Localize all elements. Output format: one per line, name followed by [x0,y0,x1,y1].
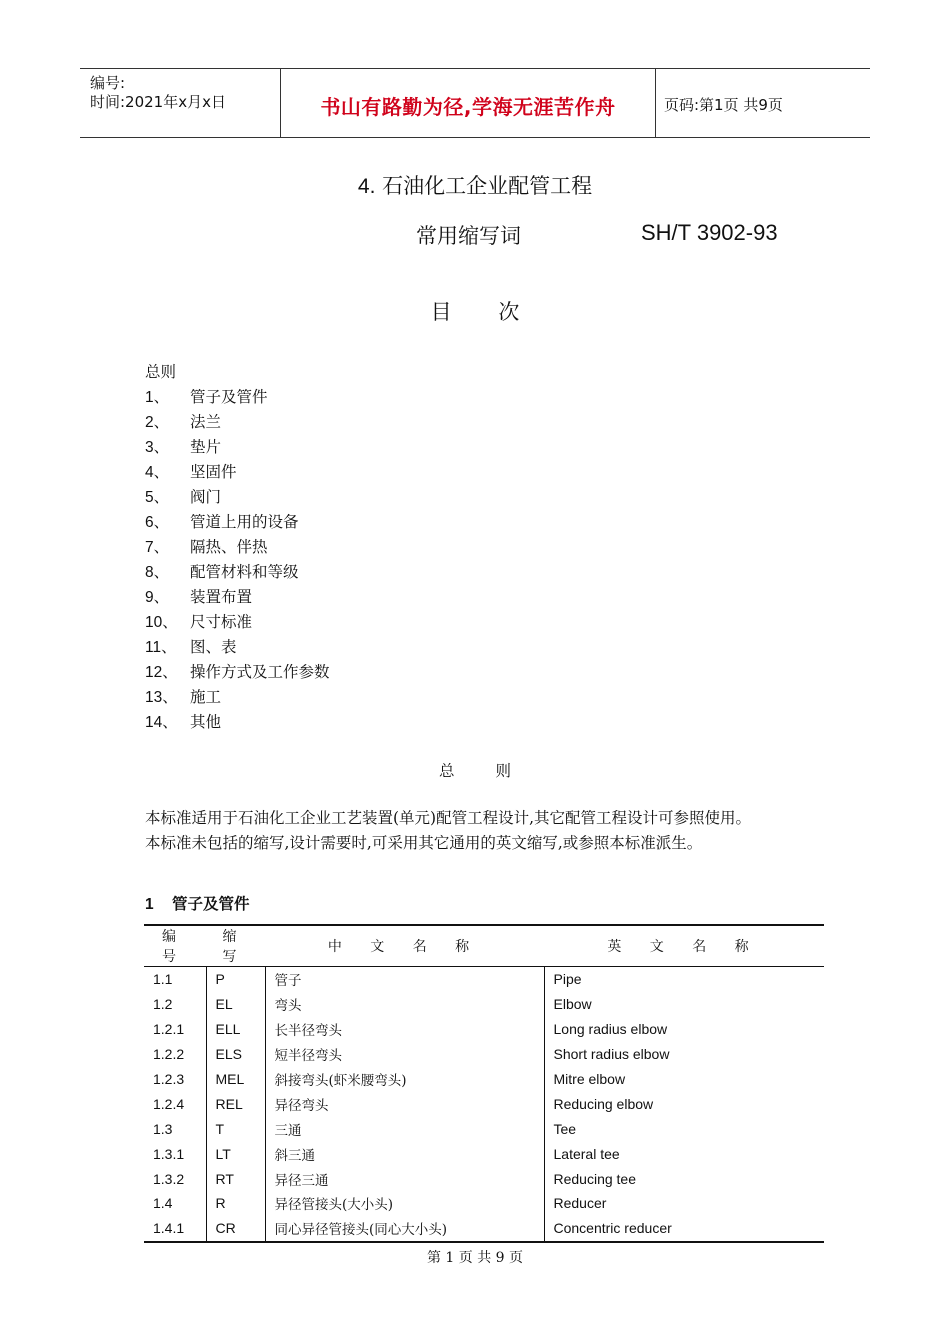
toc-item-label: 配管材料和等级 [190,563,299,581]
general-heading: 总 则 [439,762,529,780]
cell-abbr: REL [206,1091,265,1116]
table-row [144,992,824,1017]
header-abbr: 缩 写 [206,925,265,967]
header-page-cell [655,69,870,137]
document-title [0,170,950,200]
cell-en: Concentric reducer [544,1216,824,1242]
toc-item-number: 2、 [145,414,170,431]
toc-item-label: 管子及管件 [190,388,268,406]
section-1-heading [145,892,250,914]
cell-zh: 弯头 [265,992,544,1017]
table-row [144,1116,824,1141]
toc-item-label: 图、表 [190,638,237,656]
header-slogan: 书山有路勤为径,学海无涯苦作舟 [320,95,616,119]
toc-item-number: 4、 [145,464,170,481]
table-row [144,1017,824,1042]
cell-abbr: RT [206,1166,265,1191]
cell-id: 1.2.3 [153,1071,185,1087]
toc-item-label: 操作方式及工作参数 [190,663,330,681]
page-footer: 第 1 页 共 9 页 [426,1250,524,1266]
cell-en: Tee [544,1116,824,1141]
document-subtitle: 常用缩写词 [416,224,521,248]
toc-item-label: 总则 [145,363,177,381]
page-header [80,68,870,138]
cell-zh: 异径弯头 [265,1091,544,1116]
cell-en: Reducer [544,1191,824,1216]
cell-en: Reducing elbow [544,1091,824,1116]
cell-zh: 同心异径管接头(同心大小头) [265,1216,544,1242]
document-number-label: 编号: [90,74,126,92]
cell-zh: 异径管接头(大小头) [265,1191,544,1216]
general-paragraph-2: 本标准未包括的缩写,设计需要时,可采用其它通用的英文缩写,或参照本标准派生。 [145,834,703,852]
table-row [144,1216,824,1242]
cell-id: 1.1 [153,971,173,988]
toc-item-number: 5、 [145,489,170,506]
table-row [144,1166,824,1191]
toc-item-label: 管道上用的设备 [190,513,299,531]
toc-item-number: 9、 [145,589,170,606]
title-text: 石油化工企业配管工程 [382,174,593,198]
toc-item-number: 3、 [145,439,170,456]
table-row [144,1191,824,1216]
toc-item-number: 7、 [145,539,170,556]
toc-item-label: 阀门 [190,488,222,506]
header-page-info: 页码:第1页 共9页 [664,96,783,114]
general-paragraph-1: 本标准适用于石油化工企业工艺装置(单元)配管工程设计,其它配管工程设计可参照使用。 [145,809,752,827]
cell-id: 1.3.2 [153,1170,185,1187]
toc-item-number: 13、 [145,689,178,706]
cell-en: Elbow [544,992,824,1017]
cell-id: 1.2.4 [153,1095,185,1112]
cell-id: 1.2.2 [153,1046,185,1063]
cell-abbr: R [206,1191,265,1216]
toc-item-label: 其他 [190,713,222,731]
toc-item-number: 1、 [145,389,170,406]
cell-zh: 长半径弯头 [265,1017,544,1042]
table-header-row [144,925,824,967]
table-row [144,1042,824,1067]
toc-item-label: 尺寸标准 [190,613,253,631]
title-number: 4. [357,175,376,198]
cell-id: 1.2 [153,996,173,1013]
header-chinese-name: 中 文 名 称 [265,925,544,967]
toc-item-label: 垫片 [190,438,222,456]
cell-abbr: ELL [206,1017,265,1042]
document-time-label: 时间:2021年x月x日 [90,93,226,111]
abbreviation-table [144,924,824,1243]
cell-id: 1.4.1 [153,1220,185,1237]
section-1-title: 管子及管件 [172,895,250,913]
toc-item-number: 10、 [145,614,178,631]
cell-abbr: MEL [206,1067,265,1092]
toc-item-number: 12、 [145,664,178,681]
cell-en: Pipe [544,967,824,992]
table-row [144,1067,824,1092]
cell-zh: 异径三通 [265,1166,544,1191]
cell-en: Lateral tee [544,1141,824,1166]
toc-item-label: 法兰 [190,413,222,431]
general-text [145,806,810,856]
cell-en: Reducing tee [544,1166,824,1191]
cell-zh: 三通 [265,1116,544,1141]
cell-abbr: P [206,967,265,992]
standard-code: SH/T 3902-93 [641,220,778,245]
toc-item-label: 隔热、伴热 [190,538,268,556]
header-meta-cell [80,69,280,137]
cell-abbr: LT [206,1141,265,1166]
header-slogan-cell [280,69,656,137]
cell-zh: 斜接弯头(虾米腰弯头) [265,1067,544,1092]
toc-item-number: 8、 [145,564,170,581]
cell-abbr: T [206,1116,265,1141]
cell-id: 1.4 [153,1195,173,1212]
cell-en: Long radius elbow [544,1017,824,1042]
cell-zh: 短半径弯头 [265,1042,544,1067]
cell-id: 1.2.1 [153,1021,185,1038]
cell-en: Short radius elbow [544,1042,824,1067]
table-row [144,1091,824,1116]
cell-abbr: EL [206,992,265,1017]
toc-item-number: 6、 [145,514,170,531]
toc-item-number: 14、 [145,714,178,731]
cell-id: 1.3 [153,1120,173,1137]
header-english-name: 英 文 名 称 [544,925,824,967]
section-1-number: 1 [145,896,154,913]
cell-abbr: ELS [206,1042,265,1067]
toc-item-label: 坚固件 [190,463,237,481]
toc-item-label: 装置布置 [190,588,253,606]
toc-title: 目 次 [430,300,540,324]
cell-abbr: CR [206,1216,265,1242]
toc-item-label: 施工 [190,688,222,706]
cell-en: Mitre elbow [544,1067,824,1092]
header-number: 编 号 [144,925,206,967]
table-row [144,1141,824,1166]
cell-id: 1.3.1 [153,1145,185,1162]
table-row [144,967,824,992]
cell-zh: 斜三通 [265,1141,544,1166]
cell-zh: 管子 [265,967,544,992]
toc-item-number: 11、 [145,639,177,656]
